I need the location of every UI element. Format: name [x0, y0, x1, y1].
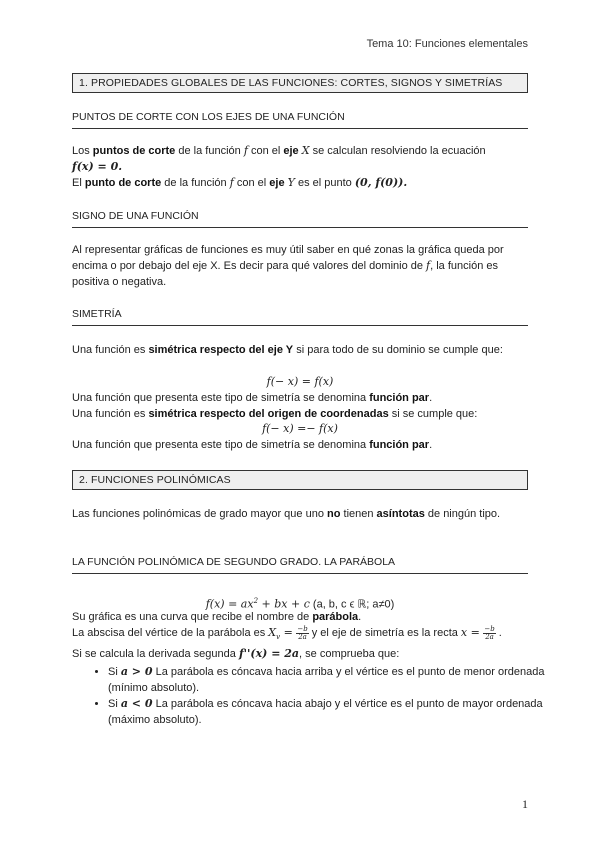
- text-run: Una función es: [72, 408, 149, 421]
- text-run: Si: [108, 698, 121, 710]
- text-run: , la función es positiva o negativa.: [72, 260, 498, 289]
- math-symbol: f: [243, 144, 248, 157]
- section-1-title: 1. PROPIEDADES GLOBALES DE LAS FUNCIONES: CORTES, SIGNOS Y SIMETRÍAS: [72, 73, 528, 93]
- text-run: Una función es: [72, 344, 149, 356]
- text-run: La abscisa del vértice de la parábola es: [72, 627, 269, 640]
- bold-term: punto de corte: [84, 177, 162, 190]
- concavity-list: [72, 664, 564, 728]
- chapter-header: Tema 10: Funciones elementales: [366, 38, 528, 50]
- bold-term: simétrica respecto del origen de coordenadas: [148, 408, 389, 421]
- fraction-numerator: −b: [484, 624, 495, 633]
- simetria-par-3: [72, 437, 528, 453]
- signo-paragraph: [72, 242, 528, 291]
- text-run: tienen: [340, 508, 377, 520]
- math-symbol: X: [301, 144, 310, 157]
- equation: + bx + c: [258, 597, 310, 611]
- text-run: .: [495, 627, 502, 640]
- text-run: Los: [72, 145, 93, 157]
- math-symbol: Y: [287, 176, 295, 190]
- text-run: con el: [233, 177, 270, 190]
- text-run: de la función: [161, 177, 230, 190]
- equation: f(− x) = f(x): [266, 375, 334, 388]
- simetria-par-1: [72, 342, 528, 358]
- equation: f''(x) = 2a: [238, 646, 300, 660]
- text-run: Una función que presenta este tipo de simetría se denomina: [72, 392, 370, 404]
- text-run: Si: [108, 666, 121, 678]
- subscript: v: [276, 633, 281, 642]
- math-symbol: x =: [460, 626, 484, 640]
- list-item: [108, 664, 564, 696]
- text-run: Su gráfica es una curva que recibe el nombre de: [72, 611, 313, 623]
- text-run: si para todo de su dominio se cumple que:: [293, 344, 503, 356]
- math-symbol: f: [426, 259, 431, 273]
- odd-function-equation: [72, 421, 528, 437]
- text-run: con el: [247, 145, 284, 157]
- exponent: 2: [253, 597, 259, 605]
- fraction-denominator: 2a: [485, 632, 494, 641]
- section-2-title: 2. FUNCIONES POLINÓMICAS: [72, 470, 528, 490]
- text-run: .: [429, 439, 433, 451]
- equation: f(− x) =− f(x): [262, 422, 338, 435]
- text-run: La parábola es cóncava hacia arriba y el vértice es el punto de menor ordenada (mínimo absoluto).: [108, 666, 545, 694]
- bold-term: parábola: [312, 611, 359, 623]
- text-run: se calculan resolviendo la ecuación: [309, 145, 486, 157]
- page-number: 1: [522, 797, 528, 811]
- text-run: es el punto: [294, 177, 355, 190]
- text-run: y el eje de simetría es la recta: [308, 627, 461, 640]
- bold-term: simétrica respecto del eje Y: [148, 344, 294, 356]
- signo-heading: SIGNO DE UNA FUNCIÓN: [72, 210, 528, 228]
- bold-term: puntos de corte: [92, 145, 176, 157]
- list-item: [108, 696, 564, 728]
- fraction-denominator: 2a: [298, 632, 307, 641]
- text-run: Una función que presenta este tipo de simetría se denomina: [72, 439, 370, 451]
- simetria-heading: SIMETRÍA: [72, 308, 528, 326]
- math-symbol: X: [268, 626, 277, 640]
- cortes-paragraph: [72, 143, 528, 192]
- math-symbol: f: [229, 176, 234, 190]
- bold-term: eje: [269, 177, 285, 190]
- text-run: , se comprueba que:: [299, 647, 400, 660]
- text-run: de ningún tipo.: [424, 508, 501, 520]
- text-run: La parábola es cóncava hacia abajo y el vértice es el punto de mayor ordenada (máximo absoluto).: [108, 698, 543, 726]
- parabola-paragraph: [72, 609, 528, 662]
- text-run: .: [358, 611, 362, 623]
- axis-fraction: [483, 626, 495, 641]
- text-run: El: [72, 177, 85, 190]
- bold-term: eje: [283, 145, 299, 157]
- fraction-numerator: −b: [297, 624, 308, 633]
- simetria-par-2: [72, 390, 528, 422]
- text-run: Si se calcula la derivada segunda: [72, 647, 239, 660]
- equation: a < 0: [120, 697, 153, 710]
- text-run: de la función: [175, 145, 244, 157]
- coefficient-note: (a, b, c ϵ ℝ; a≠0): [309, 598, 395, 611]
- parabola-heading: LA FUNCIÓN POLINÓMICA DE SEGUNDO GRADO. LA PARÁBOLA: [72, 556, 528, 574]
- bold-term: asíntotas: [376, 508, 425, 520]
- text-run: Las funciones polinómicas de grado mayor que uno: [72, 508, 327, 520]
- equation: f(x) = 0.: [72, 160, 123, 174]
- polinomicas-intro: [72, 506, 528, 522]
- math-symbol: =: [280, 626, 297, 640]
- bold-term: no: [327, 508, 341, 520]
- equation: a > 0: [120, 665, 153, 678]
- bold-term: función par: [369, 392, 430, 404]
- text-run: .: [429, 392, 433, 404]
- cortes-heading: PUNTOS DE CORTE CON LOS EJES DE UNA FUNCIÓN: [72, 111, 528, 129]
- even-function-equation: [72, 374, 528, 390]
- vertex-fraction: [296, 626, 308, 641]
- equation: (0, f(0)).: [354, 176, 408, 190]
- equation: f(x) = ax: [205, 597, 254, 611]
- text-run: Al representar gráficas de funciones es muy útil saber en qué zonas la gráfica queda por encima o por debajo del eje X. Es decir para qué valores del dominio de: [72, 244, 504, 273]
- bold-term: función par: [369, 439, 430, 451]
- text-run: si se cumple que:: [388, 408, 478, 421]
